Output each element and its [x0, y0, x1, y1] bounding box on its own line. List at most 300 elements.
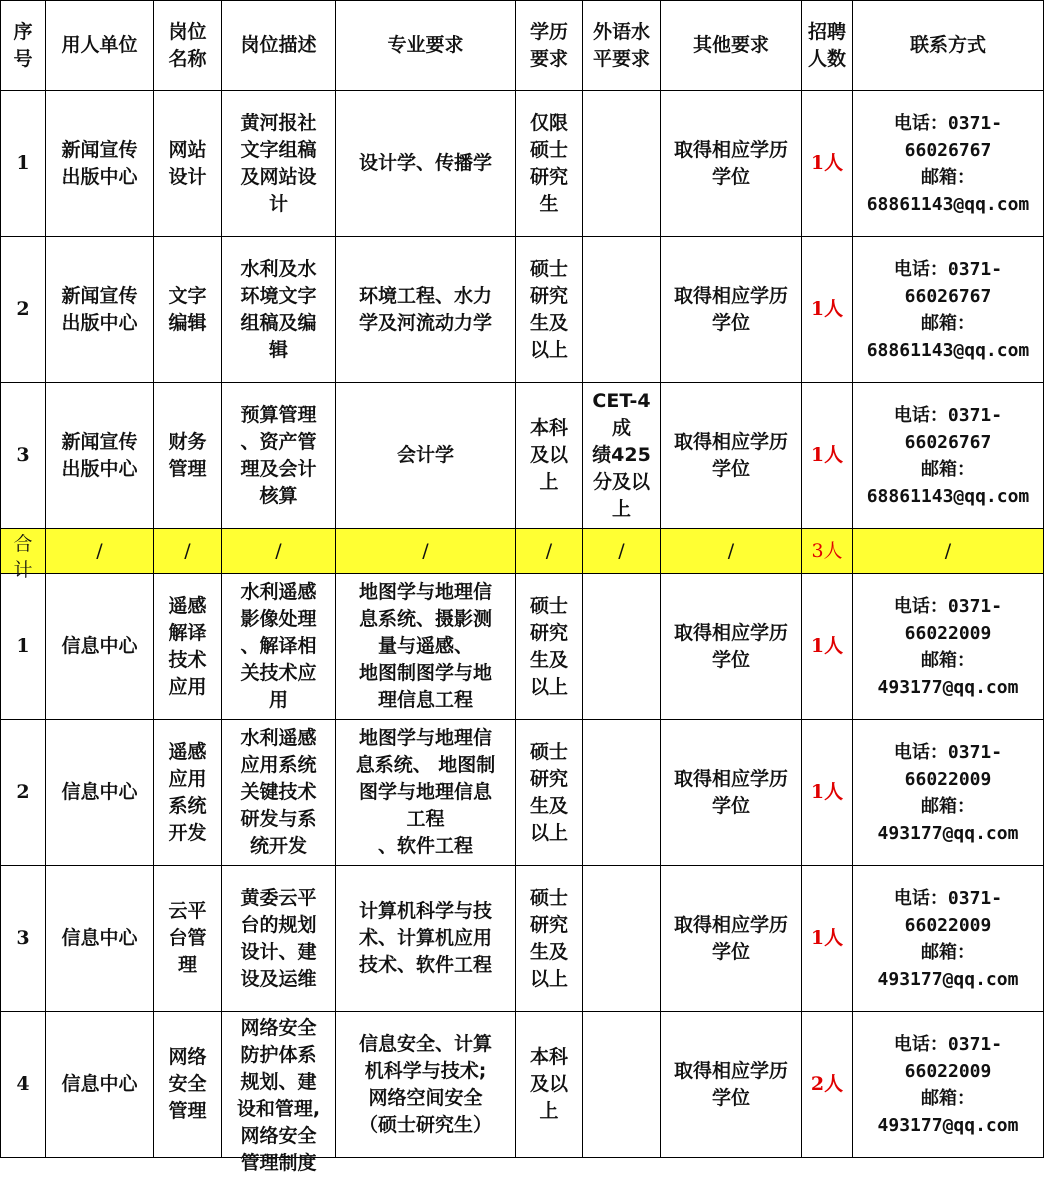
- cell-content: [156, 429, 219, 483]
- cell-count: 2人: [802, 1012, 853, 1158]
- cell-line: 用: [268, 689, 288, 711]
- cell-content: [48, 925, 151, 952]
- cell-line: 取得相应学历: [673, 621, 788, 644]
- cell-line: CET-4: [592, 390, 651, 412]
- cell-line: 取得相应学历: [673, 284, 788, 307]
- cell-other: [661, 91, 802, 237]
- cell-line: 遥感: [168, 594, 207, 617]
- cell-line: 理信息工程: [377, 689, 473, 711]
- cell-line: 电话：0371-: [893, 112, 1003, 134]
- cell-line: 取得相应学历: [673, 138, 788, 161]
- cell-line: 网络空间安全: [368, 1086, 483, 1109]
- cell-unit: [46, 866, 154, 1012]
- header-lang: [583, 1, 661, 91]
- cell-line: 学位: [711, 457, 750, 480]
- cell-major: [336, 1012, 516, 1158]
- table-row: [1, 720, 1044, 866]
- cell-line: 上: [539, 471, 559, 493]
- total-slash: /: [583, 529, 661, 574]
- cell-lang: [583, 237, 661, 383]
- total-slash: /: [222, 529, 336, 574]
- cell-line: 邮箱：: [921, 458, 975, 480]
- cell-line: 上: [611, 498, 631, 520]
- cell-line: 信息安全、计算: [358, 1032, 492, 1055]
- cell-content: [48, 429, 151, 483]
- cell-lang: [583, 91, 661, 237]
- cell-edu: [516, 720, 583, 866]
- cell-line: 影像处理: [240, 608, 317, 630]
- header-row: [1, 1, 1044, 91]
- cell-content: [518, 739, 580, 847]
- cell-line: 学位: [711, 1086, 750, 1109]
- cell-line: 邮箱：: [921, 795, 975, 817]
- cell-line: 68861143@qq.com: [866, 485, 1030, 507]
- cell-line: 、软件工程: [377, 835, 473, 857]
- cell-line: 联系方式: [909, 34, 986, 56]
- cell-edu: [516, 574, 583, 720]
- cell-line: 电话：0371-: [893, 258, 1003, 280]
- cell-line: 编辑: [168, 311, 207, 334]
- cell-lang: [583, 720, 661, 866]
- cell-line: 硕士: [529, 138, 568, 161]
- cell-content: [663, 137, 799, 191]
- header-major: [336, 1, 516, 91]
- header-other: [661, 1, 802, 91]
- cell-count: 1人: [802, 866, 853, 1012]
- cell-line: 生及: [529, 794, 568, 817]
- cell-other: [661, 383, 802, 529]
- cell-line: 管理: [168, 1100, 207, 1122]
- total-slash: /: [46, 529, 154, 574]
- cell-contact: [853, 574, 1044, 720]
- cell-line: 本科: [529, 1046, 568, 1068]
- cell-content: [338, 283, 513, 337]
- cell-line: 图学与地理信息: [358, 781, 492, 803]
- cell-line: 生及: [529, 311, 568, 334]
- cell-count: 1人: [802, 237, 853, 383]
- cell-line: 地图制图学与地: [358, 662, 492, 684]
- cell-line: 66022009: [904, 622, 992, 644]
- cell-line: 研究: [529, 913, 568, 936]
- cell-line: 生及: [529, 940, 568, 963]
- cell-line: 设计、建: [240, 940, 317, 963]
- header-contact: [853, 1, 1044, 91]
- cell-content: [663, 620, 799, 674]
- cell-line: 计: [268, 192, 288, 215]
- cell-line: 信息中心: [61, 635, 138, 657]
- cell-content: [338, 1031, 513, 1139]
- total-slash: /: [853, 529, 1044, 574]
- cell-line: 出版中心: [61, 311, 138, 334]
- cell-line: 邮箱：: [921, 312, 975, 334]
- cell-line: 名称: [168, 47, 207, 70]
- cell-line: 理及会计: [240, 457, 317, 480]
- table-row: [1, 91, 1044, 237]
- cell-line: 493177@qq.com: [877, 822, 1019, 844]
- cell-line: 岗位描述: [240, 34, 317, 56]
- cell-line: 台管: [168, 927, 207, 949]
- cell-major: [336, 237, 516, 383]
- cell-line: 应用系统: [240, 754, 317, 776]
- cell-line: 仅限: [529, 111, 568, 134]
- total-row: [1, 529, 1044, 574]
- cell-line: 开发: [168, 821, 207, 844]
- cell-line: 绩425: [592, 444, 651, 466]
- cell-other: [661, 237, 802, 383]
- cell-line: 息系统、摄影测: [358, 608, 492, 630]
- cell-lang: [583, 383, 661, 529]
- cell-line: 信息中心: [61, 1073, 138, 1095]
- cell-line: 辑: [268, 338, 288, 361]
- cell-line: 计算机科学与技: [358, 900, 492, 922]
- cell-line: 学及河流动力学: [358, 311, 492, 334]
- cell-line: 应用: [168, 675, 207, 698]
- cell-line: 规划、建: [240, 1070, 317, 1093]
- cell-edu: [516, 383, 583, 529]
- cell-content: [224, 402, 333, 510]
- cell-line: 66026767: [904, 139, 992, 161]
- cell-content: [156, 283, 219, 337]
- total-slash: /: [336, 529, 516, 574]
- cell-lang: [583, 574, 661, 720]
- cell-line: 以上: [529, 821, 568, 844]
- cell-desc: [222, 720, 336, 866]
- table-row: [1, 237, 1044, 383]
- cell-line: 取得相应学历: [673, 767, 788, 790]
- cell-line: 电话：0371-: [893, 595, 1003, 617]
- cell-index: 2: [1, 720, 46, 866]
- cell-line: 预算管理: [240, 403, 317, 426]
- cell-line: 分及以: [592, 471, 650, 493]
- table-body: [1, 1, 1044, 1174]
- cell-index: 3: [1, 383, 46, 529]
- cell-line: 设计: [168, 165, 207, 188]
- cell-content: [224, 1015, 333, 1174]
- cell-line: 上: [539, 1100, 559, 1122]
- cell-line: 及以: [529, 1073, 568, 1095]
- cell-line: 设及运维: [240, 967, 317, 990]
- cell-line: 技术、软件工程: [358, 954, 492, 976]
- cell-line: 会计学: [396, 444, 454, 466]
- cell-line: 68861143@qq.com: [866, 339, 1030, 361]
- cell-contact: [853, 866, 1044, 1012]
- cell-content: [48, 633, 151, 660]
- cell-content: [224, 256, 333, 364]
- cell-line: 水利及水: [240, 257, 317, 280]
- cell-line: 、解译相: [240, 635, 317, 657]
- cell-line: 专业要求: [387, 34, 464, 56]
- cell-line: 安全: [168, 1073, 207, 1095]
- cell-line: 及网站设: [240, 165, 317, 188]
- cell-content: [585, 388, 658, 523]
- cell-content: [518, 885, 580, 993]
- cell-line: 平要求: [592, 47, 650, 70]
- cell-position: [154, 866, 222, 1012]
- cell-content: [156, 1044, 219, 1125]
- cell-line: 电话：0371-: [893, 741, 1003, 763]
- cell-line: 云平: [168, 900, 207, 922]
- cell-line: 网络安全: [240, 1016, 317, 1039]
- cell-line: 邮箱：: [921, 649, 975, 671]
- cell-line: 研究: [529, 165, 568, 188]
- cell-content: [156, 593, 219, 701]
- cell-line: 新闻宣传: [61, 138, 138, 161]
- cell-unit: [46, 574, 154, 720]
- cell-line: 68861143@qq.com: [866, 193, 1030, 215]
- cell-line: 493177@qq.com: [877, 676, 1019, 698]
- cell-content: [518, 415, 580, 496]
- cell-content: [48, 779, 151, 806]
- header-index: [1, 1, 46, 91]
- header-desc: [222, 1, 336, 91]
- cell-line: 人数: [807, 47, 846, 70]
- cell-line: 环境文字: [240, 284, 317, 307]
- cell-line: 硕士: [529, 257, 568, 280]
- cell-line: 黄委云平: [240, 886, 317, 909]
- cell-line: 研发与系: [240, 808, 317, 830]
- cell-line: 研究: [529, 767, 568, 790]
- table-row: [1, 383, 1044, 529]
- cell-content: [518, 1044, 580, 1125]
- cell-line: 水利遥感: [240, 581, 317, 603]
- cell-line: 学位: [711, 794, 750, 817]
- cell-content: [156, 137, 219, 191]
- header-unit: [46, 1, 154, 91]
- cell-line: 新闻宣传: [61, 284, 138, 307]
- cell-line: 黄河报社: [240, 111, 317, 134]
- cell-line: 硕士: [529, 886, 568, 909]
- cell-line: 设和管理,: [236, 1097, 321, 1120]
- cell-line: 财务: [168, 430, 207, 453]
- cell-line: 生: [539, 192, 559, 215]
- cell-line: 关技术应: [240, 662, 317, 684]
- cell-unit: [46, 1012, 154, 1158]
- cell-position: [154, 720, 222, 866]
- total-count: 3人: [802, 529, 853, 574]
- cell-lang: [583, 1012, 661, 1158]
- cell-desc: [222, 1012, 336, 1174]
- cell-line: 硕士: [529, 594, 568, 617]
- cell-desc: [222, 866, 336, 1012]
- cell-line: 应用: [168, 767, 207, 790]
- cell-line: 地图学与地理信: [358, 727, 492, 749]
- header-position: [154, 1, 222, 91]
- cell-line: 术、计算机应用: [358, 927, 492, 949]
- cell-content: [48, 1071, 151, 1098]
- cell-line: 其他要求: [692, 34, 769, 56]
- cell-line: 学位: [711, 648, 750, 671]
- cell-contact: [853, 237, 1044, 383]
- cell-content: [156, 898, 219, 979]
- cell-unit: [46, 237, 154, 383]
- cell-line: 解译: [168, 621, 207, 644]
- cell-line: 邮箱：: [921, 166, 975, 188]
- cell-content: [48, 283, 151, 337]
- cell-line: 硕士: [529, 740, 568, 763]
- cell-lang: [583, 866, 661, 1012]
- cell-line: 66026767: [904, 285, 992, 307]
- cell-line: 本科: [529, 417, 568, 439]
- cell-other: [661, 574, 802, 720]
- header-edu: [516, 1, 583, 91]
- cell-other: [661, 866, 802, 1012]
- cell-index: 1: [1, 574, 46, 720]
- cell-index: 3: [1, 866, 46, 1012]
- cell-line: 学历: [529, 20, 568, 43]
- total-label: [1, 529, 46, 581]
- cell-count: 1人: [802, 574, 853, 720]
- cell-content: [156, 739, 219, 847]
- cell-line: 邮箱：: [921, 1087, 975, 1109]
- cell-line: 网络: [168, 1046, 207, 1068]
- cell-count: 1人: [802, 383, 853, 529]
- cell-major: [336, 91, 516, 237]
- total-slash: /: [516, 529, 583, 574]
- cell-line: 出版中心: [61, 457, 138, 480]
- cell-position: [154, 383, 222, 529]
- cell-major: [336, 383, 516, 529]
- cell-line: 用人单位: [61, 34, 138, 56]
- cell-content: [224, 110, 333, 218]
- cell-line: 取得相应学历: [673, 430, 788, 453]
- cell-line: 机科学与技术;: [364, 1059, 487, 1082]
- cell-other: [661, 720, 802, 866]
- cell-line: 、资产管: [240, 430, 317, 453]
- cell-count: 1人: [802, 720, 853, 866]
- cell-desc: [222, 383, 336, 529]
- cell-line: 及以: [529, 444, 568, 466]
- table-row: [1, 1012, 1044, 1158]
- cell-contact: [853, 91, 1044, 237]
- cell-line: 电话：0371-: [893, 1033, 1003, 1055]
- cell-content: [663, 766, 799, 820]
- cell-content: [518, 256, 580, 364]
- cell-line: 网站: [168, 138, 207, 161]
- cell-edu: [516, 91, 583, 237]
- cell-content: [338, 725, 513, 860]
- cell-line: 66022009: [904, 914, 992, 936]
- cell-line: 研究: [529, 621, 568, 644]
- cell-line: 信息中心: [61, 781, 138, 803]
- cell-line: 新闻宣传: [61, 430, 138, 453]
- cell-content: [224, 579, 333, 714]
- cell-line: 息系统、 地图制: [355, 754, 496, 776]
- cell-content: [224, 725, 333, 860]
- cell-line: 出版中心: [61, 165, 138, 188]
- cell-major: [336, 720, 516, 866]
- cell-position: [154, 1012, 222, 1158]
- cell-line: 设计学、传播学: [358, 152, 492, 174]
- cell-position: [154, 237, 222, 383]
- total-label-text: 合计: [13, 533, 33, 581]
- cell-index: 2: [1, 237, 46, 383]
- cell-line: 关键技术: [240, 781, 317, 803]
- cell-line: 防护体系: [240, 1043, 317, 1066]
- cell-line: 技术: [168, 648, 207, 671]
- cell-position: [154, 91, 222, 237]
- cell-unit: [46, 91, 154, 237]
- cell-desc: [222, 91, 336, 237]
- cell-line: 系统: [168, 794, 207, 817]
- cell-content: [48, 137, 151, 191]
- cell-line: 电话：0371-: [893, 404, 1003, 426]
- cell-line: 信息中心: [61, 927, 138, 949]
- cell-desc: [222, 574, 336, 720]
- cell-line: 组稿及编: [240, 311, 317, 334]
- cell-unit: [46, 383, 154, 529]
- total-slash: /: [661, 529, 802, 574]
- cell-line: 生及: [529, 648, 568, 671]
- cell-line: 外语水: [592, 20, 650, 43]
- cell-line: 工程: [406, 808, 445, 830]
- cell-line: 学位: [711, 311, 750, 334]
- cell-content: [338, 898, 513, 979]
- cell-index: 1: [1, 91, 46, 237]
- cell-line: 地图学与地理信: [358, 581, 492, 603]
- cell-line: 取得相应学历: [673, 913, 788, 936]
- cell-line: 遥感: [168, 740, 207, 763]
- cell-position: [154, 574, 222, 720]
- cell-contact: [853, 1012, 1044, 1158]
- cell-content: [224, 885, 333, 993]
- cell-content: [663, 1058, 799, 1112]
- header-count: [802, 1, 853, 91]
- cell-line: 核算: [259, 484, 298, 507]
- cell-content: [338, 579, 513, 714]
- cell-content: [663, 429, 799, 483]
- cell-major: [336, 866, 516, 1012]
- cell-content: [663, 283, 799, 337]
- cell-line: 66022009: [904, 1060, 992, 1082]
- cell-line: 66026767: [904, 431, 992, 453]
- cell-major: [336, 574, 516, 720]
- cell-line: 学位: [711, 165, 750, 188]
- cell-content: [338, 442, 513, 469]
- total-slash: /: [154, 529, 222, 574]
- cell-other: [661, 1012, 802, 1158]
- table-row: [1, 574, 1044, 720]
- cell-line: 66022009: [904, 768, 992, 790]
- cell-line: 环境工程、水力: [358, 284, 492, 307]
- cell-line: 理: [177, 954, 197, 976]
- cell-line: 493177@qq.com: [877, 1114, 1019, 1136]
- cell-edu: [516, 1012, 583, 1158]
- cell-line: 号: [13, 47, 33, 70]
- cell-line: 以上: [529, 338, 568, 361]
- cell-line: 台的规划: [240, 913, 317, 936]
- cell-content: [663, 912, 799, 966]
- cell-line: 以上: [529, 675, 568, 698]
- cell-line: 岗位: [168, 20, 207, 43]
- cell-line: 管理制度: [240, 1151, 317, 1174]
- cell-contact: [853, 720, 1044, 866]
- cell-line: 学位: [711, 940, 750, 963]
- cell-line: 文字组稿: [240, 138, 317, 161]
- cell-line: 电话：0371-: [893, 887, 1003, 909]
- cell-desc: [222, 237, 336, 383]
- cell-count: 1人: [802, 91, 853, 237]
- cell-line: 文字: [168, 284, 207, 307]
- cell-line: 取得相应学历: [673, 1059, 788, 1082]
- cell-content: [518, 593, 580, 701]
- cell-content: [338, 150, 513, 177]
- cell-line: 水利遥感: [240, 727, 317, 749]
- table-row: [1, 866, 1044, 1012]
- cell-line: 网络安全: [240, 1124, 317, 1147]
- cell-line: 493177@qq.com: [877, 968, 1019, 990]
- cell-contact: [853, 383, 1044, 529]
- cell-line: 统开发: [249, 835, 307, 857]
